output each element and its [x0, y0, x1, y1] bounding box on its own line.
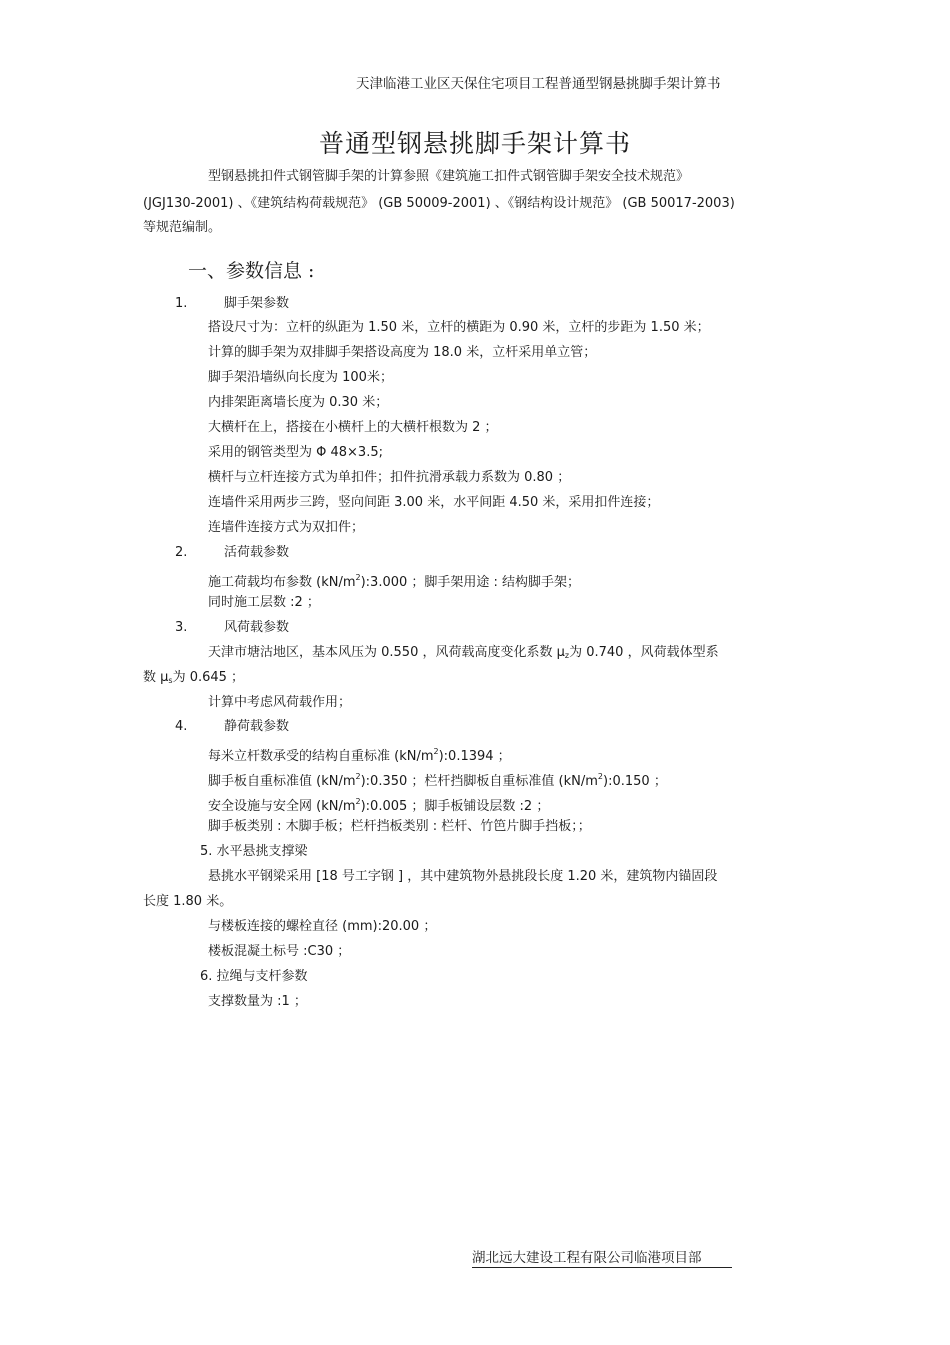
item-1-line-7: 横杆与立杆连接方式为单扣件；扣件抗滑承载力系数为 0.80 ； — [208, 470, 571, 485]
item-1-line-3: 脚手架沿墙纵向长度为 100米； — [208, 370, 393, 385]
intro-line-1: 型钢悬挑扣件式钢管脚手架的计算参照《建筑施工扣件式钢管脚手架安全技术规范》 — [208, 169, 690, 184]
item-3-line-2 — [143, 670, 244, 689]
item-5-line-3: 与楼板连接的螺栓直径 (mm):20.00 ； — [208, 919, 437, 934]
item-1-line-1: 搭设尺寸为：立杆的纵距为 1.50 米，立杆的横距为 0.90 米，立杆的步距为 1.50 米； — [208, 320, 710, 335]
item-5-line-2: 长度 1.80 米。 — [143, 894, 233, 909]
item-4-line-2-b: ):0.350 ；栏杆挡脚板自重标准值 (kN/m — [360, 774, 598, 789]
section-heading-parameters: 一、参数信息 : — [188, 260, 315, 282]
item-3-number: 3. — [175, 620, 188, 635]
item-4-line-2-a: 脚手板自重标准值 (kN/m — [208, 774, 356, 789]
item-2-line-1-b: ):3.000 ；脚手架用途 : 结构脚手架； — [360, 575, 581, 590]
item-3-line-1-b: 为 0.740 ，风荷载体型系 — [569, 645, 719, 660]
running-header: 天津临港工业区天保住宅项目工程普通型钢悬挑脚手架计算书 — [356, 76, 721, 92]
superscript: 2 — [355, 797, 361, 806]
item-1-number: 1. — [175, 296, 188, 311]
subscript: z — [564, 651, 570, 660]
item-4-line-2-c: ):0.150 ； — [603, 774, 667, 789]
footer-company: 湖北远大建设工程有限公司临港项目部 — [472, 1246, 732, 1268]
item-2-line-2: 同时施工层数 :2 ； — [208, 595, 320, 610]
superscript: 2 — [597, 772, 604, 781]
item-2-title: 活荷载参数 — [224, 545, 290, 560]
item-5-heading: 5. 水平悬挑支撑梁 — [200, 844, 308, 859]
superscript: 2 — [433, 747, 439, 756]
item-1-line-6: 采用的钢管类型为 Φ 48×3.5; — [208, 445, 383, 460]
document-title: 普通型钢悬挑脚手架计算书 — [318, 129, 631, 158]
item-4-line-3-b: ):0.005 ；脚手板铺设层数 :2 ； — [360, 799, 550, 814]
subscript: s — [168, 676, 173, 685]
item-6-heading: 6. 拉绳与支杆参数 — [200, 969, 308, 984]
item-1-title: 脚手架参数 — [224, 296, 290, 311]
item-1-line-4: 内排架距离墙长度为 0.30 米； — [208, 395, 389, 410]
item-1-line-8: 连墙件采用两步三跨，竖向间距 3.00 米，水平间距 4.50 米，采用扣件连接； — [208, 495, 660, 510]
item-4-line-3-a: 安全设施与安全网 (kN/m — [208, 799, 356, 814]
item-5-line-1: 悬挑水平钢梁采用 [18 号工字钢 ] ，其中建筑物外悬挑段长度 1.20 米，建筑物内锚固段 — [208, 869, 718, 884]
item-4-line-1 — [208, 744, 511, 765]
item-4-title: 静荷载参数 — [224, 719, 290, 734]
item-3-line-1-a: 天津市塘沽地区，基本风压为 0.550 ，风荷载高度变化系数 μ — [208, 645, 565, 660]
superscript: 2 — [355, 573, 361, 582]
item-4-line-4: 脚手板类别 : 木脚手板；栏杆挡板类别 : 栏杆、竹笆片脚手挡板；； — [208, 819, 591, 834]
item-2-line-1 — [208, 570, 580, 591]
item-1-line-9: 连墙件连接方式为双扣件； — [208, 520, 365, 535]
superscript: 2 — [355, 772, 361, 781]
item-3-line-3: 计算中考虑风荷载作用； — [208, 695, 352, 710]
item-5-line-4: 楼板混凝土标号 :C30 ； — [208, 944, 351, 959]
item-1-line-5: 大横杆在上，搭接在小横杆上的大横杆根数为 2 ； — [208, 420, 498, 435]
item-6-line-1: 支撑数量为 :1 ； — [208, 994, 307, 1009]
item-4-line-3 — [208, 794, 549, 815]
intro-line-3: 等规范编制。 — [143, 220, 222, 235]
item-3-title: 风荷载参数 — [224, 620, 290, 635]
item-4-line-1-a: 每米立杆数承受的结构自重标准 (kN/m — [208, 749, 434, 764]
item-4-number: 4. — [175, 719, 188, 734]
item-3-line-2-a: 数 μ — [143, 670, 169, 685]
item-4-line-2 — [208, 769, 667, 790]
item-2-line-1-a: 施工荷载均布参数 (kN/m — [208, 575, 356, 590]
item-3-line-2-b: 为 0.645 ； — [172, 670, 245, 685]
item-3-line-1 — [208, 645, 719, 664]
item-1-line-2: 计算的脚手架为双排脚手架搭设高度为 18.0 米，立杆采用单立管； — [208, 345, 597, 360]
item-4-line-1-b: ):0.1394 ； — [438, 749, 511, 764]
intro-line-2: (JGJ130-2001) 、《建筑结构荷载规范》 (GB 50009-2001) 、《钢结构设计规范》 (GB 50017-2003) — [143, 196, 735, 211]
item-2-number: 2. — [175, 545, 188, 560]
